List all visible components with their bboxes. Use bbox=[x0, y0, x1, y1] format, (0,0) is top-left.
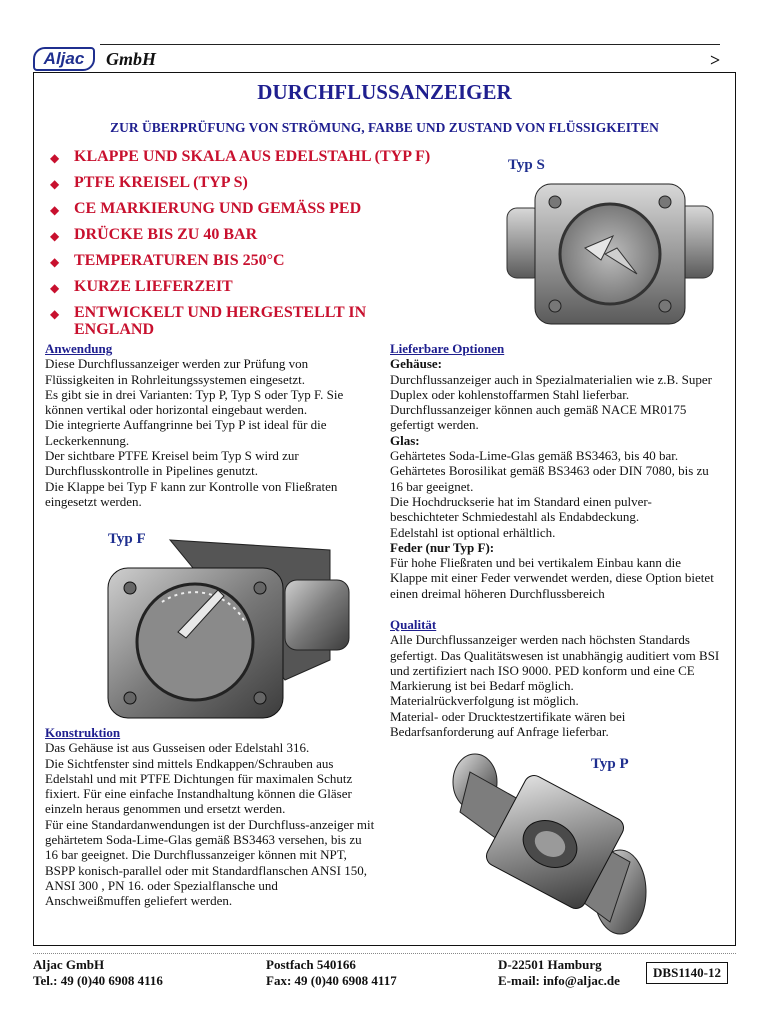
konstruktion-paragraph: Das Gehäuse ist aus Gusseisen oder Edelstahl 316. bbox=[45, 740, 310, 756]
glas-text: Gehärtetes Soda-Lime-Glas gemäß BS3463, bis 40 bar. bbox=[390, 448, 679, 464]
footer-rule bbox=[33, 953, 736, 954]
typ-p-sight-glass-image bbox=[430, 752, 670, 937]
anwendung-paragraph: Der sichtbare PTFE Kreisel beim Typ S wird zur Durchflusskontrolle in Pipelines genutzt. bbox=[45, 448, 299, 479]
konstruktion-section bbox=[45, 725, 375, 909]
glas-subheading: Glas: bbox=[390, 432, 420, 448]
feature-text: ENTWICKELT UND HERGESTELLT IN ENGLAND bbox=[74, 304, 367, 338]
qualitaet-section bbox=[390, 617, 720, 739]
feature-list bbox=[50, 148, 490, 345]
typ-f-label: Typ F bbox=[108, 531, 146, 547]
footer-col-city bbox=[498, 957, 620, 989]
typ-s-sight-glass-image bbox=[505, 178, 715, 330]
optionen-heading: Lieferbare Optionen bbox=[390, 341, 505, 356]
gehaeuse-subheading: Gehäuse: bbox=[390, 356, 442, 372]
typ-s-label: Typ S bbox=[508, 157, 545, 173]
diamond-bullet-icon: ◆ bbox=[50, 229, 60, 243]
feature-text: KLAPPE UND SKALA AUS EDELSTAHL (TYP F) bbox=[74, 148, 431, 165]
feature-text: CE MARKIERUNG UND GEMÄSS PED bbox=[74, 200, 362, 217]
anwendung-paragraph: Die Klappe bei Typ F kann zur Kontrolle von Fließraten eingesetzt werden. bbox=[45, 478, 338, 509]
diamond-bullet-icon: ◆ bbox=[50, 255, 60, 269]
anwendung-paragraph: Diese Durchflussanzeiger werden zur Prüfung von Flüssigkeiten in Rohrleitungssystemen eingesetzt. bbox=[45, 356, 309, 387]
konstruktion-paragraph: Für eine Standardanwendungen ist der Durchfluss-anzeiger mit gehärtetem Soda-Lime-Glas gemäß BS3463 versehen, bis zu 16 bar geeignet. Die Durchflussanzeiger können mit NPT, BSPP konisch-parallel oder mit Standardflanschen ANSI 150, ANSI 300 , PN 16. oder Spezialflansche und Anschweißmuffen geliefert werden. bbox=[45, 816, 375, 909]
anwendung-paragraph: Es gibt sie in drei Varianten: Typ P, Typ S oder Typ F. Sie können vertikal oder horizontal eingebaut werden. bbox=[45, 386, 344, 418]
qualitaet-paragraph: Materialrückverfolgung ist möglich. bbox=[390, 693, 579, 709]
diamond-bullet-icon: ◆ bbox=[50, 151, 60, 165]
header-rule bbox=[100, 44, 720, 45]
typ-p-label: Typ P bbox=[591, 756, 629, 772]
glas-text: Edelstahl ist optional erhältlich. bbox=[390, 524, 556, 540]
footer-email: E-mail: info@aljac.de bbox=[498, 973, 620, 988]
optionen-section bbox=[390, 341, 720, 601]
feature-text: DRÜCKE BIS ZU 40 BAR bbox=[74, 226, 258, 243]
diamond-bullet-icon: ◆ bbox=[50, 307, 60, 321]
aljac-logo: Aljac bbox=[33, 47, 95, 71]
gehaeuse-text: Durchflussanzeiger auch in Spezialmaterialien wie z.B. Super Duplex oder kohlenstoffarmen Stahl lieferbar. Durchflussanzeiger können auch gemäß NACE MR0175 gefertigt werden. bbox=[390, 371, 712, 433]
footer-col-postal bbox=[266, 957, 397, 989]
diamond-bullet-icon: ◆ bbox=[50, 281, 60, 295]
anwendung-paragraph: Die integrierte Auffangrinne bei Typ P ist ideal für die Leckerkennung. bbox=[45, 417, 327, 448]
qualitaet-paragraph: Material- oder Drucktestzertifikate wären bei Bedarfsanforderung auf Anfrage lieferbar. bbox=[390, 708, 626, 740]
page-title: DURCHFLUSSANZEIGER bbox=[257, 80, 512, 104]
qualitaet-heading: Qualität bbox=[390, 617, 437, 632]
diamond-bullet-icon: ◆ bbox=[50, 177, 60, 191]
feature-item bbox=[50, 200, 490, 219]
page-subtitle: ZUR ÜBERPRÜFUNG VON STRÖMUNG, FARBE UND ZUSTAND VON FLÜSSIGKEITEN bbox=[110, 120, 659, 135]
glas-text: Gehärtetes Borosilikat gemäß BS3463 oder DIN 7080, bis zu 16 bar geeignet. bbox=[390, 463, 709, 494]
typ-f-sight-glass-image bbox=[100, 530, 355, 720]
feature-item bbox=[50, 252, 490, 271]
footer-company: Aljac GmbH bbox=[33, 957, 105, 972]
diamond-bullet-icon: ◆ bbox=[50, 203, 60, 217]
next-page-arrow: > bbox=[710, 50, 721, 70]
anwendung-heading: Anwendung bbox=[45, 341, 113, 356]
feder-subheading: Feder (nur Typ F): bbox=[390, 539, 495, 555]
glas-text: Die Hochdruckserie hat im Standard einen pulver-beschichteter Schmiedestahl als Endabdeckung. bbox=[390, 493, 652, 525]
feature-item bbox=[50, 304, 390, 338]
feature-item bbox=[50, 174, 490, 193]
qualitaet-paragraph: Alle Durchflussanzeiger werden nach höchsten Standards gefertigt. Das Qualitätswesen ist unabhängig auditiert vom BSI und zertifiziert nach ISO 9000. PED konform und eine CE Markierung ist bei Bedarf möglich. bbox=[390, 632, 720, 694]
footer-fax: Fax: 49 (0)40 6908 4117 bbox=[266, 973, 397, 988]
feature-item bbox=[50, 148, 490, 167]
feder-text: Für hohe Fließraten und bei vertikalem Einbau kann die Klappe mit einer Feder verwendet werden, diese Option bietet einen dreimal höheren Durchflussbereich bbox=[390, 555, 714, 601]
document-code: DBS1140-12 bbox=[646, 962, 728, 984]
footer-city: D-22501 Hamburg bbox=[498, 957, 602, 972]
feature-text: PTFE KREISEL (TYP S) bbox=[74, 174, 248, 191]
konstruktion-heading: Konstruktion bbox=[45, 725, 121, 740]
anwendung-section bbox=[45, 341, 375, 509]
footer-postfach: Postfach 540166 bbox=[266, 957, 356, 972]
company-suffix: GmbH bbox=[106, 49, 157, 69]
footer-tel: Tel.: 49 (0)40 6908 4116 bbox=[33, 973, 163, 988]
feature-item bbox=[50, 226, 490, 245]
feature-text: TEMPERATUREN BIS 250°C bbox=[74, 252, 285, 269]
feature-item bbox=[50, 278, 490, 297]
footer-col-company bbox=[33, 957, 163, 989]
feature-text: KURZE LIEFERZEIT bbox=[74, 278, 233, 295]
konstruktion-paragraph: Die Sichtfenster sind mittels Endkappen/Schrauben aus Edelstahl und mit PTFE Dichtungen für maximalen Schutz fixiert. Für eine einfache Instandhaltung können die Gläser einzeln heraus genommen und ersetzt werden. bbox=[45, 755, 353, 817]
